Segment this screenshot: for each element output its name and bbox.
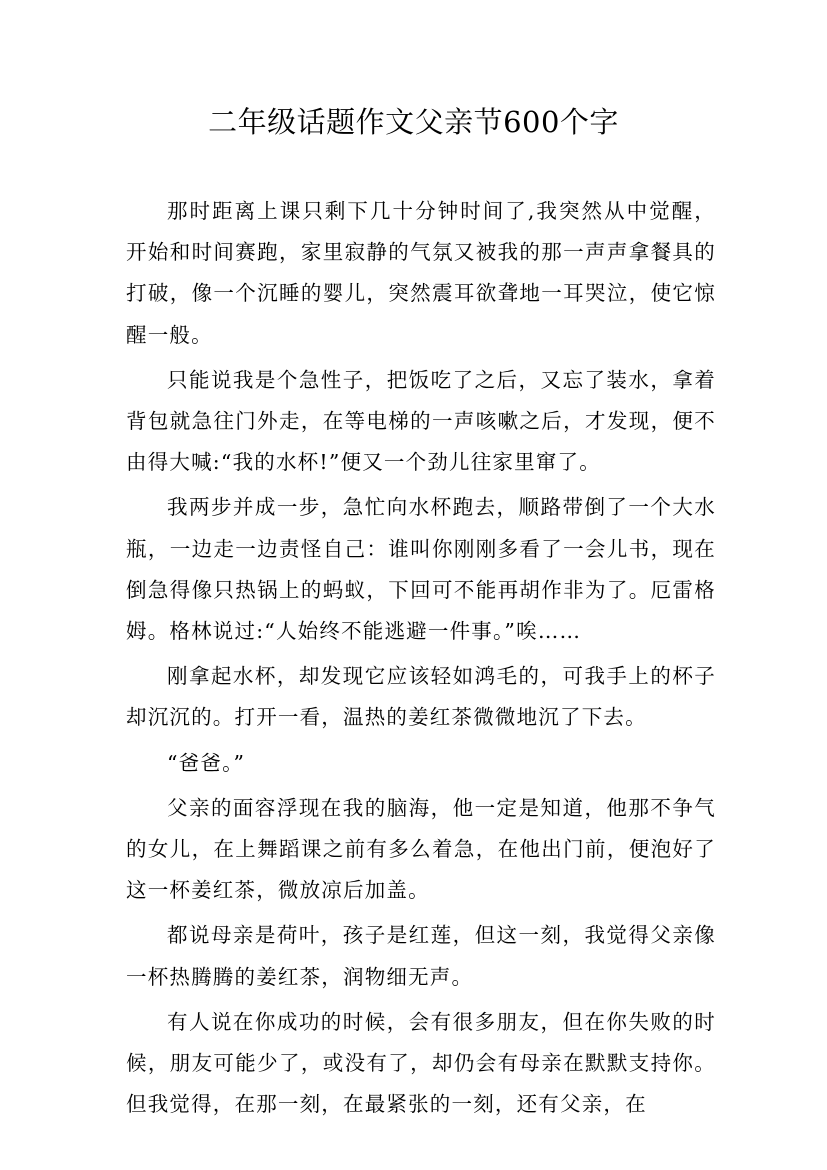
document-title: 二年级话题作文父亲节600个字 — [208, 105, 619, 139]
paragraph-5: “爸爸。” — [167, 750, 246, 775]
document-body — [126, 191, 716, 1129]
paragraph-8: 有人说在你成功的时候，会有很多朋友，但在你失败的时候，朋友可能少了，或没有了，却仍会有母亲在默默支持你。但我觉得，在那一刻，在最紧张的一刻，还有父亲，在 — [126, 1009, 716, 1117]
paragraph-3: 我两步并成一步，急忙向水杯跑去，顺路带倒了一个大水瓶，一边走一边责怪自己：谁叫你刚刚多看了一会儿书，现在倒急得像只热锅上的蚂蚁，下回可不能再胡作非为了。厄雷格姆。格林说过:“人始终不能逃避一件事。”唉…… — [126, 495, 716, 644]
paragraph-7: 都说母亲是荷叶，孩子是红莲，但这一刻，我觉得父亲像一杯热腾腾的姜红茶，润物细无声。 — [126, 923, 716, 989]
paragraph-6: 父亲的面容浮现在我的脑海，他一定是知道，他那不争气的女儿，在上舞蹈课之前有多么着急，在他出门前，便泡好了这一杯姜红茶，微放凉后加盖。 — [126, 795, 716, 903]
paragraph-2: 只能说我是个急性子，把饭吃了之后，又忘了装水，拿着背包就急往门外走，在等电梯的一声咳嗽之后，才发现，便不由得大喊:“我的水杯!”便又一个劲儿往家里窜了。 — [126, 367, 716, 475]
paragraph-1: 那时距离上课只剩下几十分钟时间了,我突然从中觉醒，开始和时间赛跑，家里寂静的气氛又被我的那一声声拿餐具的打破，像一个沉睡的婴儿，突然震耳欲聋地一耳哭泣，使它惊醒一般。 — [126, 199, 716, 347]
paragraph-4: 刚拿起水杯，却发现它应该轻如鸿毛的，可我手上的杯子却沉沉的。打开一看，温热的姜红茶微微地沉了下去。 — [126, 664, 716, 730]
